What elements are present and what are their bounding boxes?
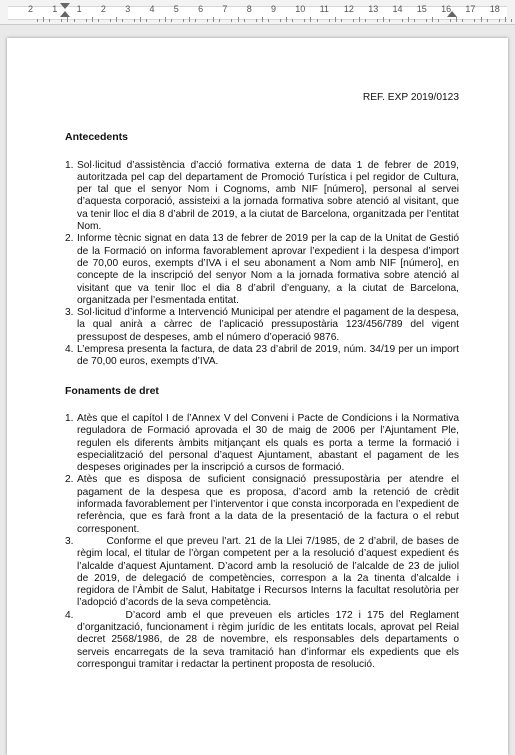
ruler-tick: [335, 17, 336, 22]
ruler-tick: [499, 19, 500, 22]
list-item-text: Informe tècnic signat en data 13 de febrer de 2019 per la cap de la Unitat de Gestió de la Formació on informa favorablement aprovar l’expedient i la despesa d’import de 70,00 euros, exempts d’IVA i el seu abonament a Nom amb NIF [número], en concepte de la inscripció del senyor Nom a la jornada formativa sobre atenció al visitant que va tenir lloc el dia 8 d’abril d’enguany, a la ciutat de Barcelona, organitzada per l’esmentada entitat.: [77, 233, 462, 306]
list-item: [65, 159, 462, 234]
ruler-tick: [353, 19, 354, 22]
ruler-tick: [43, 17, 44, 22]
list-item-number: 3.: [65, 307, 74, 319]
ruler-tick: [165, 17, 166, 22]
list-item-text: Sol·licitud d’informe a Intervenció Municipal per atendre el pagament de la despesa, la qual anirà a càrrec de l’aplicació pressupostària 123/456/789 del vigent pressupost de despeses, amb el número d’operació 9876.: [77, 307, 462, 343]
list-item-text: Atès que el capítol I de l’Annex V del Conveni i Pacte de Condicions i la Normativa reguladora de Formació aprovada el 30 de maig de 2006 per l’Ajuntament Ple, regulen els diferents àmbits mitjançant els quals es porta a terme la formació i especialització del personal d’aquest Ajuntament, abastant el pagament de les despeses originades per la inscripció a cursos de formació.: [77, 412, 462, 474]
ruler-tick: [432, 17, 433, 22]
ruler-tick: [426, 19, 427, 22]
ruler-number: 1: [76, 4, 82, 14]
ruler-tick: [402, 19, 403, 22]
list-item-number: 4.: [65, 609, 74, 621]
ruler-tick: [383, 17, 384, 22]
ruler-tick: [86, 19, 87, 22]
ruler-tick: [140, 17, 141, 22]
list-item-number: 3.: [65, 535, 74, 547]
ruler-number: 12: [343, 4, 354, 14]
ruler-tick: [134, 19, 135, 22]
list-item: [65, 344, 462, 369]
ruler-number: 15: [416, 4, 427, 14]
list-item: [65, 233, 462, 307]
ruler-tick: [67, 17, 68, 22]
ruler-tick: [49, 19, 50, 22]
ruler-tick: [213, 17, 214, 22]
hanging-indent-marker[interactable]: [60, 11, 70, 17]
ruler-tick: [262, 17, 263, 22]
list-item-text: D’acord amb el que preveuen els articles 172 i 175 del Reglament d’organització, funcionament i règim jurídic de les entitats locals, aprovat pel Reial decret 2568/1986, de 28 de novembre, els responsables dels departaments o serveis encarregats de la seva tramitació han d’informar els expedients que els correspongui tramitar i redactar la pertinent proposta de resolució.: [77, 609, 462, 670]
ruler-tick: [183, 19, 184, 22]
ruler-tick: [116, 17, 117, 22]
ruler-number: 9: [271, 4, 277, 14]
ruler-tick: [304, 19, 305, 22]
ruler-tick: [171, 19, 172, 22]
ruler-tick: [244, 19, 245, 22]
ruler-number: 3: [125, 4, 131, 14]
ruler-tick: [286, 17, 287, 22]
ruler-number: 10: [295, 4, 306, 14]
ruler-tick: [377, 19, 378, 22]
section-title-antecedents: Antecedents: [65, 131, 129, 144]
ruler-number: 11: [319, 4, 329, 14]
ruler-number: 13: [368, 4, 379, 14]
ruler-tick: [462, 19, 463, 22]
ruler-number: 5: [173, 4, 179, 14]
ruler-tick: [365, 19, 366, 22]
ruler-tick: [219, 19, 220, 22]
ruler-tick: [74, 19, 75, 22]
ruler-tick: [195, 19, 196, 22]
ruler-number: 14: [392, 4, 403, 14]
ruler-tick: [146, 19, 147, 22]
list-item-text: L’empresa presenta la factura, de data 23 d’abril de 2019, núm. 34/19 per un import de 70,00 euros, exempts d’IVA.: [77, 344, 462, 368]
ruler-tick: [92, 17, 93, 22]
first-line-indent-marker[interactable]: [60, 3, 70, 9]
ruler-tick: [268, 19, 269, 22]
ruler-tick: [98, 19, 99, 22]
list-item: [65, 474, 462, 535]
ruler-number: 6: [198, 4, 204, 14]
list-item: [65, 609, 462, 671]
list-item-number: 2.: [65, 474, 74, 486]
list-item-text: Atès que es disposa de suficient consignació pressupostària per atendre el pagament de la despesa que es proposa, d’acord amb la retenció de crèdit informada favorablement per l’interventor i que consta incorporada en l’expedient de referència, que es farà front a la data de la presentació de la factura o el rebut corresponent.: [77, 474, 462, 535]
ruler-tick: [481, 17, 482, 22]
list-item-number: 1.: [65, 159, 74, 171]
list-item-text: Sol·licitud d’assistència d’acció formativa externa de data 1 de febrer de 2019, autoritzada pel cap del departament de Promoció Turística i pel regidor de Cultura, per tal que el senyor Nom i Cognoms, amb NIF [número], personal al servei d’aquesta corporació, assisteixi a la jornada formativa sobre atenció al visitant, que va tenir lloc el dia 8 d’abril de 2019, a la ciutat de Barcelona, organitzada per l’entitat Nom.: [77, 159, 462, 233]
ruler-tick: [110, 19, 111, 22]
ruler-tick: [414, 19, 415, 22]
ruler-tick: [122, 19, 123, 22]
list-item-number: 4.: [65, 344, 74, 356]
ruler-tick: [487, 19, 488, 22]
antecedents-list: [65, 159, 462, 369]
ruler-tick: [292, 19, 293, 22]
ruler-tick: [159, 19, 160, 22]
section-title-fonaments: Fonaments de dret: [65, 384, 159, 397]
ruler-number: 8: [246, 4, 252, 14]
ruler-tick: [310, 17, 311, 22]
list-item-text: Conforme el que preveu l’art. 21 de la Llei 7/1985, de 2 d’abril, de bases de règim local, el titular de l’òrgan competent per a la resolució d’aquest expedient és l’alcalde d’aquest Ajuntament. D’acord amb la resolució de l’alcalde de 23 de juliol de 2019, de delegació de competències, correspon a la 2a tinenta d’alcalde i regidora de l’Àmbit de Salut, Habitatge i Recursos Interns la facultat resolutòria per l’adopció d’acords de la seva competència.: [77, 535, 462, 609]
ruler-tick: [408, 17, 409, 22]
ruler-tick: [511, 19, 512, 22]
ruler-tick: [61, 19, 62, 22]
ruler-number: 16: [441, 4, 452, 14]
list-item: [65, 307, 462, 344]
fonaments-list: [65, 412, 462, 671]
ruler-tick: [450, 19, 451, 22]
ruler-tick: [238, 17, 239, 22]
ruler-tick: [317, 19, 318, 22]
ruler-tick: [389, 19, 390, 22]
ruler: [0, 0, 515, 25]
ruler-number: 18: [489, 4, 500, 14]
list-item-number: 2.: [65, 233, 74, 245]
ruler-tick: [329, 19, 330, 22]
ruler-number: 2: [28, 4, 34, 14]
ruler-number: 4: [149, 4, 155, 14]
document-page[interactable]: [7, 38, 508, 755]
ruler-number: 17: [465, 4, 476, 14]
list-item: [65, 535, 462, 610]
ruler-tick: [438, 19, 439, 22]
ruler-tick: [256, 19, 257, 22]
list-item-number: 1.: [65, 412, 74, 424]
ruler-tick: [37, 19, 38, 22]
ruler-tick: [231, 19, 232, 22]
ruler-tick: [341, 19, 342, 22]
ruler-tick: [207, 19, 208, 22]
ruler-number: 2: [100, 4, 106, 14]
ruler-tick: [280, 19, 281, 22]
ruler-tick: [505, 17, 506, 22]
ruler-tick: [359, 17, 360, 22]
ruler-number: 1: [52, 4, 58, 14]
reference-number: REF. EXP 2019/0123: [362, 92, 459, 103]
list-item: [65, 412, 462, 474]
ruler-tick: [456, 17, 457, 22]
ruler-tick: [189, 17, 190, 22]
ruler-tick: [474, 19, 475, 22]
document-body[interactable]: [65, 92, 462, 671]
ruler-number: 7: [222, 4, 228, 14]
